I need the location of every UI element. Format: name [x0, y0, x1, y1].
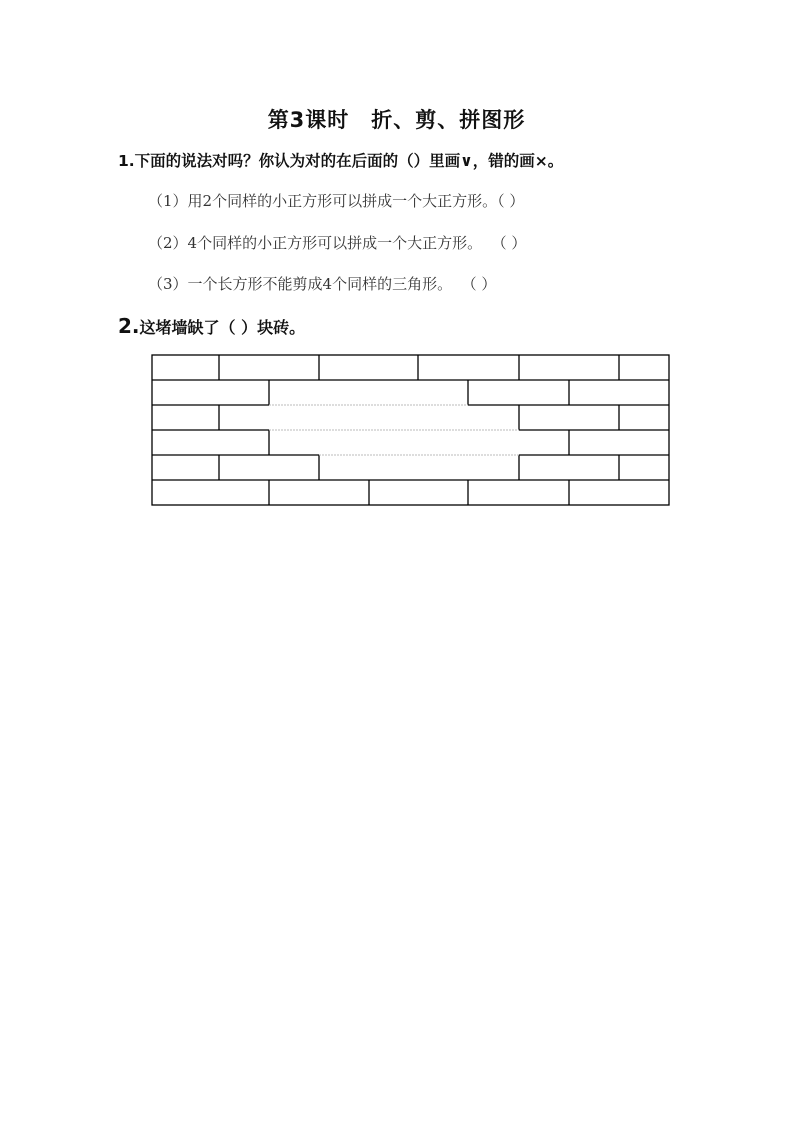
- answer-blank[interactable]: （ ）: [461, 275, 497, 293]
- item-text: （3）一个长方形不能剪成4个同样的三角形。: [148, 275, 453, 293]
- prompt-text: 这堵墙缺了: [139, 318, 220, 337]
- prompt-text: 块砖。: [257, 318, 306, 337]
- missing-area-dashed-lines: [269, 405, 519, 455]
- page-title: 第3课时 折、剪、拼图形: [267, 108, 526, 132]
- question-1-prompt: 1.下面的说法对吗？你认为对的在后面的（）里画∨，错的画×。: [118, 152, 564, 170]
- answer-blank[interactable]: （ ）: [219, 318, 258, 337]
- question-number: 2.: [118, 314, 140, 338]
- item-text: （2）4个同样的小正方形可以拼成一个大正方形。: [148, 234, 483, 252]
- answer-blank[interactable]: （ ）: [497, 192, 525, 210]
- item-text: （1）用2个同样的小正方形可以拼成一个大正方形。: [148, 192, 498, 210]
- answer-blank[interactable]: （ ）: [491, 234, 527, 252]
